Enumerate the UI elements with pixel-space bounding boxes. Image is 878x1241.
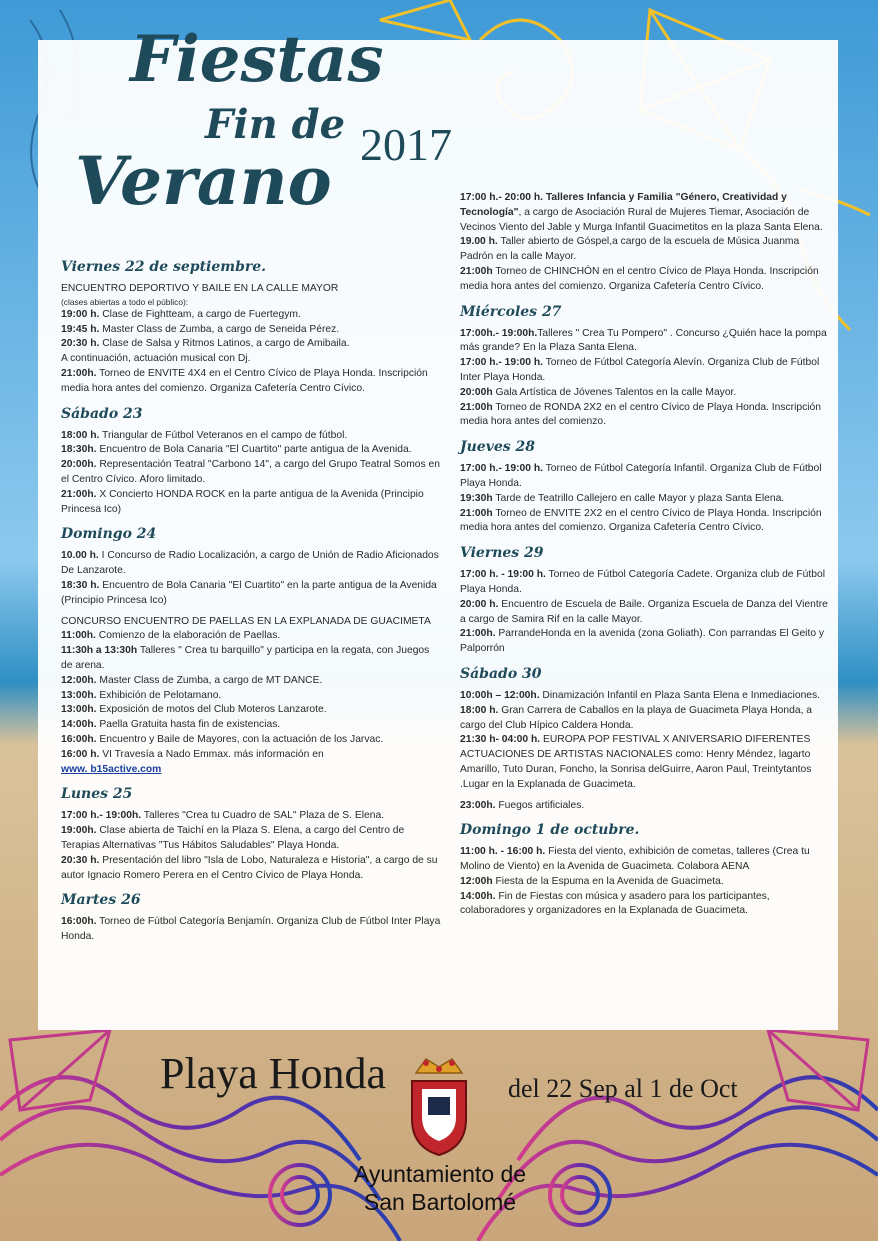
event-time: 11:30h a 13:30h xyxy=(61,645,138,657)
event-text: I Concurso de Radio Localización, a cargo de Unión de Radio Aficionados De Lanzarote. xyxy=(61,550,439,577)
event-item xyxy=(61,915,441,945)
event-time: 13:00h. xyxy=(61,704,97,716)
title-verano: Verano xyxy=(75,142,332,220)
event-time: 21:00h. xyxy=(61,367,97,379)
footer-place: Playa Honda xyxy=(160,1049,387,1098)
event-item xyxy=(460,568,828,598)
day-heading: Jueves 28 xyxy=(460,439,535,456)
day-heading: Sábado 30 xyxy=(460,665,542,682)
event-time: 20:00h xyxy=(460,386,493,398)
event-text: VI Travesía a Nado Emmax. más información en xyxy=(99,748,324,760)
event-text: Torneo de Fútbol Categoría Benjamín. Organiza Club de Fútbol Inter Playa Honda. xyxy=(61,916,441,943)
event-text: Encuentro de Bola Canaria "El Cuartito" en la parte antigua de la Avenida (Principio Princesa Ico) xyxy=(61,579,437,606)
website-link[interactable]: www. b15active.com xyxy=(61,763,162,775)
event-text: Exhibición de Pelotamano. xyxy=(96,689,222,701)
event-text: Representación Teatral "Carbono 14", a cargo del Grupo Teatral Somos en el Centro Cívico. Aforo limitado. xyxy=(61,459,440,485)
event-item xyxy=(61,733,441,748)
event-time: 21:00h. xyxy=(460,628,496,640)
event-item xyxy=(61,443,441,458)
event-time: 18:30h. xyxy=(61,444,97,456)
event-item xyxy=(61,323,441,338)
event-text: A continuación, actuación musical con Dj. xyxy=(61,353,251,365)
event-time: 16:00 h. xyxy=(61,748,100,760)
event-item xyxy=(61,367,441,397)
event-time: 11:00 h. - 16:00 h. xyxy=(460,846,546,858)
event-time: 21:30 h- 04:00 h. xyxy=(460,734,541,746)
event-time: 10.00 h. xyxy=(61,550,99,562)
footer-dates: del 22 Sep al 1 de Oct xyxy=(508,1074,738,1103)
event-time: 17:00 h.- 19:00 h. xyxy=(460,357,543,369)
event-text: Torneo de ENVITE 4X4 en el Centro Cívico de Playa Honda. Inscripción media hora antes del comienzo. Organiza Cafetería Centro Cívico. xyxy=(61,367,428,394)
event-item xyxy=(460,265,828,295)
event-item xyxy=(61,488,441,518)
event-item xyxy=(460,875,828,890)
day-heading: Domingo 24 xyxy=(61,526,157,543)
event-text: Fuegos artificiales. xyxy=(495,799,585,811)
event-time: 18:30 h. xyxy=(61,579,100,591)
event-item xyxy=(460,845,828,875)
event-text: Gran Carrera de Caballos en la playa de Guacimeta Playa Honda, a cargo del Club Hípico Caldera Honda. xyxy=(460,704,813,731)
program-column-left xyxy=(61,258,441,945)
event-text: Torneo de Fútbol Categoría Cadete. Organiza club de Fútbol Playa Honda. xyxy=(460,569,826,595)
event-item xyxy=(460,401,828,431)
event-item xyxy=(460,598,828,628)
day-heading: Viernes 29 xyxy=(460,545,544,562)
event-time: 16:00h. xyxy=(61,733,97,745)
event-time: 21:00h xyxy=(460,507,493,519)
event-text: Clase de Fightteam, a cargo de Fuertegym. xyxy=(99,308,301,320)
event-text: Encuentro y Baile de Mayores, con la actuación de los Jarvac. xyxy=(96,733,384,745)
event-item xyxy=(61,703,441,718)
event-text: Talleres " Crea Tu Pompero" . Concurso ¿Quién hace la pompa más grande? En la Plaza Santa Elena. xyxy=(460,327,827,354)
event-text: Torneo de Fútbol Categoría Infantil. Organiza Club de Fútbol Playa Honda. xyxy=(460,463,822,489)
title-fin-de: Fin de xyxy=(205,101,346,148)
event-time: 10:00h – 12:00h. xyxy=(460,689,540,701)
event-time: 19.00 h. xyxy=(460,236,498,248)
event-text: Encuentro de Bola Canaria "El Cuartito" parte antigua de la Avenida. xyxy=(96,444,412,456)
event-item xyxy=(460,386,828,401)
event-text: CONCURSO ENCUENTRO DE PAELLAS EN LA EXPLANADA DE GUACIMETA xyxy=(61,615,431,627)
event-text: EUROPA POP FESTIVAL X ANIVERSARIO DIFERENTES ACTUACIONES DE ARTISTAS NACIONALES como: Henry Méndez, lagarto Amarillo, Tuto Duran, Foncho, la Sonrisa delGuirre, Aaron Paul, Treintytantos .Lugar en la Explanada de Guacimeta. xyxy=(460,734,812,790)
event-text: Comienzo de la elaboración de Paellas. xyxy=(95,630,281,642)
event-text: , a cargo de Asociación Rural de Mujeres Tiemar, Asociación de Vecinos Viento del Jable y Murga Infantil Guacimetitos en la plaza Santa Elena. xyxy=(460,206,823,233)
event-text: Torneo de Fútbol Categoría Alevín. Organiza Club de Fútbol Inter Playa Honda. xyxy=(460,357,820,383)
event-text: Encuentro de Escuela de Baile. Organiza Escuela de Danza del Vientre a cargo de Samira Rif en la calle Mayor. xyxy=(460,598,828,625)
event-time: 23:00h. xyxy=(460,799,496,811)
day-heading: Viernes 22 de septiembre. xyxy=(61,259,267,275)
event-time: 13:00h. xyxy=(61,689,97,701)
event-item xyxy=(460,627,828,657)
event-text: Dinamización Infantil en Plaza Santa Elena e Inmediaciones. xyxy=(539,689,821,701)
event-item xyxy=(460,704,828,734)
event-text: Fiesta del viento, exhibición de cometas, talleres (Crea tu Molino de Viento) en la Avenida de Guacimeta. Colabora AENA xyxy=(460,846,810,873)
day-heading: Lunes 25 xyxy=(61,786,133,803)
event-item xyxy=(61,629,441,644)
event-time: 12:00h. xyxy=(61,674,97,686)
event-time: 18:00 h. xyxy=(460,704,499,716)
event-time: 21:00h xyxy=(460,401,493,413)
event-time: 17:00 h. - 19:00 h. xyxy=(460,569,546,581)
event-item xyxy=(61,352,441,367)
event-item xyxy=(61,854,441,884)
event-item xyxy=(460,356,828,386)
event-text: Master Class de Zumba, a cargo de Seneida Pérez. xyxy=(99,323,340,335)
event-text: Presentación del libro "Isla de Lobo, Naturaleza e Historia", a cargo de su autor Ignacio Romero Perera en el Centro Cívico de Playa Honda. xyxy=(61,854,438,881)
event-time: 21:00h xyxy=(460,265,493,277)
event-text: Clase de Salsa y Ritmos Latinos, a cargo de Amibaila. xyxy=(99,338,350,350)
event-text: Exposición de motos del Club Moteros Lanzarote. xyxy=(96,704,327,716)
event-item xyxy=(61,748,441,763)
day-heading: Sábado 23 xyxy=(61,405,143,422)
event-item xyxy=(460,191,828,235)
event-item xyxy=(61,718,441,733)
event-item xyxy=(61,549,441,579)
event-text: Clase abierta de Taichí en la Plaza S. Elena, a cargo del Centro de Terapias Alternativas "Tus Hábitos Saludables" Playa Honda. xyxy=(61,825,405,851)
event-item xyxy=(460,799,828,814)
event-time: 19:00 h. xyxy=(61,308,100,320)
event-item xyxy=(460,890,828,920)
day-heading: Domingo 1 de octubre. xyxy=(460,822,640,839)
council-name-line2: San Bartolomé xyxy=(363,1189,517,1215)
event-time: 20:00h. xyxy=(61,459,97,471)
event-item xyxy=(460,327,828,357)
event-item xyxy=(61,763,441,778)
event-text: Paella Gratuita hasta fin de existencias. xyxy=(96,719,281,731)
event-text: X Concierto HONDA ROCK en la parte antigua de la Avenida (Principio Princesa Ico) xyxy=(61,488,424,515)
event-time: 17:00 h.- 19:00 h. xyxy=(460,463,543,475)
event-time: 14:00h. xyxy=(460,890,496,902)
event-text: Triangular de Fútbol Veteranos en el campo de fútbol. xyxy=(99,429,348,441)
event-text: Fiesta de la Espuma en la Avenida de Guacimeta. xyxy=(492,875,724,887)
event-item xyxy=(61,282,441,297)
day-heading: Martes 26 xyxy=(61,892,141,909)
event-time: 14:00h. xyxy=(61,719,97,731)
event-item xyxy=(61,297,441,308)
event-item xyxy=(61,689,441,704)
event-time: 17:00h.- 19:00h. xyxy=(460,327,538,339)
event-time: 20:00 h. xyxy=(460,598,499,610)
event-time: 21:00h. xyxy=(61,488,97,500)
event-text: Torneo de CHINCHÓN en el centro Cívico de Playa Honda. Inscripción media hora antes del comienzo. Organiza Cafetería Centro Cívico. xyxy=(460,265,819,292)
event-text: Master Class de Zumba, a cargo de MT DANCE. xyxy=(96,674,323,686)
event-text: Torneo de ENVITE 2X2 en el centro Cívico de Playa Honda. Inscripción media hora antes del comienzo. Organiza Cafetería Centro Cívico. xyxy=(460,507,822,534)
event-text: Fin de Fiestas con música y asadero para los participantes, colaboradores y organizadores en la Explanada de Guacimeta. xyxy=(460,890,770,917)
event-item xyxy=(61,615,441,630)
event-item xyxy=(460,733,828,792)
event-text: Talleres "Crea tu Cuadro de SAL" Plaza de S. Elena. xyxy=(141,810,385,822)
council-name-line1: Ayuntamiento de xyxy=(353,1161,527,1187)
event-item xyxy=(61,674,441,689)
event-time: 20:30 h. xyxy=(61,854,100,866)
event-text: (clases abiertas a todo el público): xyxy=(61,296,189,307)
event-item xyxy=(460,235,828,265)
event-time: 19:45 h. xyxy=(61,323,100,335)
event-item xyxy=(460,689,828,704)
event-text: ENCUENTRO DEPORTIVO Y BAILE EN LA CALLE MAYOR xyxy=(61,283,339,294)
coat-of-arms-icon xyxy=(406,1055,472,1159)
title-fiestas: Fiestas xyxy=(130,22,384,97)
event-time: 19:30h xyxy=(460,492,493,504)
event-item xyxy=(61,429,441,444)
event-item xyxy=(460,462,828,492)
event-item xyxy=(61,809,441,824)
event-text: Talleres " Crea tu barquillo" y participa en la regata, con Juegos de arena. xyxy=(61,645,430,671)
event-text: Taller abierto de Góspel,a cargo de la escuela de Música Juanma Padrón en la calle Mayor. xyxy=(460,236,800,263)
event-time: 19:00h. xyxy=(61,825,97,837)
event-time: 17:00 h.- 20:00 h. Talleres Infancia y Familia "Género, Creatividad y Tecnología" xyxy=(460,192,787,218)
event-time: 20:30 h. xyxy=(61,338,100,350)
program-column-right xyxy=(460,191,828,919)
event-item xyxy=(61,458,441,488)
event-text: Torneo de RONDA 2X2 en el centro Cívico de Playa Honda. Inscripción media hora antes del comienzo. xyxy=(460,401,821,428)
event-text: ParrandeHonda en la avenida (zona Goliath). Con parrandas El Geito y Palporrón xyxy=(460,628,825,655)
event-time: 12:00h xyxy=(460,875,493,887)
title-year: 2017 xyxy=(360,119,452,170)
event-item xyxy=(61,308,441,323)
event-time: 18:00 h. xyxy=(61,429,100,441)
event-text: Gala Artística de Jóvenes Talentos en la calle Mayor. xyxy=(492,386,737,398)
event-time: 11:00h. xyxy=(61,630,96,642)
event-item xyxy=(460,492,828,507)
event-item xyxy=(61,337,441,352)
event-item xyxy=(61,644,441,674)
day-heading: Miércoles 27 xyxy=(460,303,562,320)
event-item xyxy=(61,579,441,609)
event-item xyxy=(460,507,828,537)
event-time: 16:00h. xyxy=(61,916,97,928)
event-text: Tarde de Teatrillo Callejero en calle Mayor y plaza Santa Elena. xyxy=(492,492,785,504)
event-item xyxy=(61,824,441,854)
event-time: 17:00 h.- 19:00h. xyxy=(61,810,142,822)
